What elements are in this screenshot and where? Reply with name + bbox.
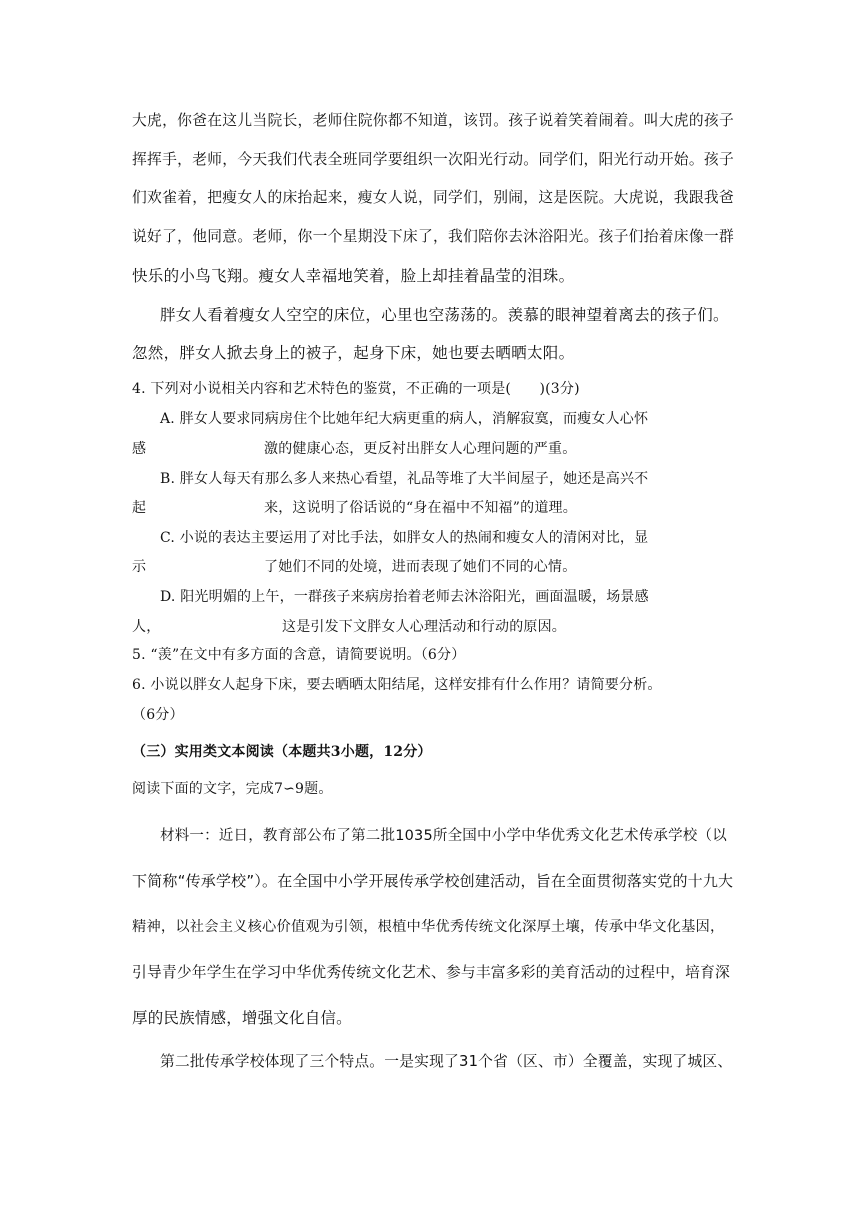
story-line: 说好了，他同意。老师，你一个星期没下床了，我们陪你去沐浴阳光。孩子们抬着床像一群 [132,228,734,245]
material-line: 厚的民族情感，增强文化自信。 [132,1009,352,1027]
story-line: 大虎，你爸在这儿当院长，老师住院你都不知道，该罚。孩子说着笑着闹着。叫大虎的孩子 [132,112,734,129]
option-a-cont: 激的健康心态，更反衬出胖女人心理问题的严重。 [264,441,577,457]
option-b-cont: 来，这说明了俗话说的“身在福中不知福”的道理。 [264,500,577,516]
option-c: C. 小说的表达主要运用了对比手法，如胖女人的热闹和瘦女人的清闲对比，显 [160,530,649,546]
section-heading: （三）实用类文本阅读（本题共3小题，12分） [132,744,432,760]
question-6: 6. 小说以胖女人起身下床，要去晒晒太阳结尾，这样安排有什么作用？请简要分析。 [132,677,662,693]
story-line: 快乐的小鸟飞翔。瘦女人幸福地笑着，脸上却挂着晶莹的泪珠。 [132,267,575,285]
story-line: 们欢雀着，把瘦女人的床抬起来，瘦女人说，同学们，别闹，这是医院。大虎说，我跟我爸 [132,189,734,206]
story-line: 忽然，胖女人掀去身上的被子，起身下床，她也要去晒晒太阳。 [132,344,575,362]
option-d-cont: 这是引发下文胖女人心理活动和行动的原因。 [282,619,566,635]
material-line: 下简称“传承学校”）。在全国中小学开展传承学校创建活动，旨在全面贯彻落实党的十九大 [132,872,734,890]
option-b-cont: 起 [132,500,147,516]
story-line: 挥挥手，老师，今天我们代表全班同学要组织一次阳光行动。同学们，阳光行动开始。孩子 [132,151,734,168]
story-line: 胖女人看着瘦女人空空的床位，心里也空荡荡的。羡慕的眼神望着离去的孩子们。 [160,306,729,324]
option-b: B. 胖女人每天有那么多人来热心看望，礼品等堆了大半间屋子，她还是高兴不 [160,471,649,487]
option-c-cont: 了她们不同的处境，进而表现了她们不同的心情。 [264,559,577,575]
section-instruction: 阅读下面的文字，完成7∽9题。 [132,781,333,797]
option-a: A. 胖女人要求同病房住个比她年纪大病更重的病人，消解寂寞，而瘦女人心怀 [160,411,649,427]
material-line: 引导青少年学生在学习中华优秀传统文化艺术、参与丰富多彩的美育活动的过程中，培育深 [132,964,730,981]
option-d: D. 阳光明媚的上午，一群孩子来病房抬着老师去沐浴阳光，画面温暖，场景感 [160,589,649,605]
material-line: 第二批传承学校体现了三个特点。一是实现了31个省（区、市）全覆盖，实现了城区、 [160,1053,733,1070]
option-d-cont: 人， [132,619,161,635]
option-a-cont: 感 [132,441,147,457]
option-c-cont: 示 [132,559,147,575]
material-line: 精神，以社会主义核心价值观为引领，根植中华优秀传统文化深厚土壤，传承中华文化基因， [132,919,725,935]
question-4: 4. 下列对小说相关内容和艺术特色的鉴赏，不正确的一项是( )(3分) [132,381,580,397]
material-line: 材料一：近日，教育部公布了第二批1035所全国中小学中华优秀文化艺术传承学校（以 [160,828,727,844]
question-5: 5. “羡”在文中有多方面的含意，请简要说明。（6分） [132,647,466,663]
question-6-cont: （6分） [132,707,184,723]
